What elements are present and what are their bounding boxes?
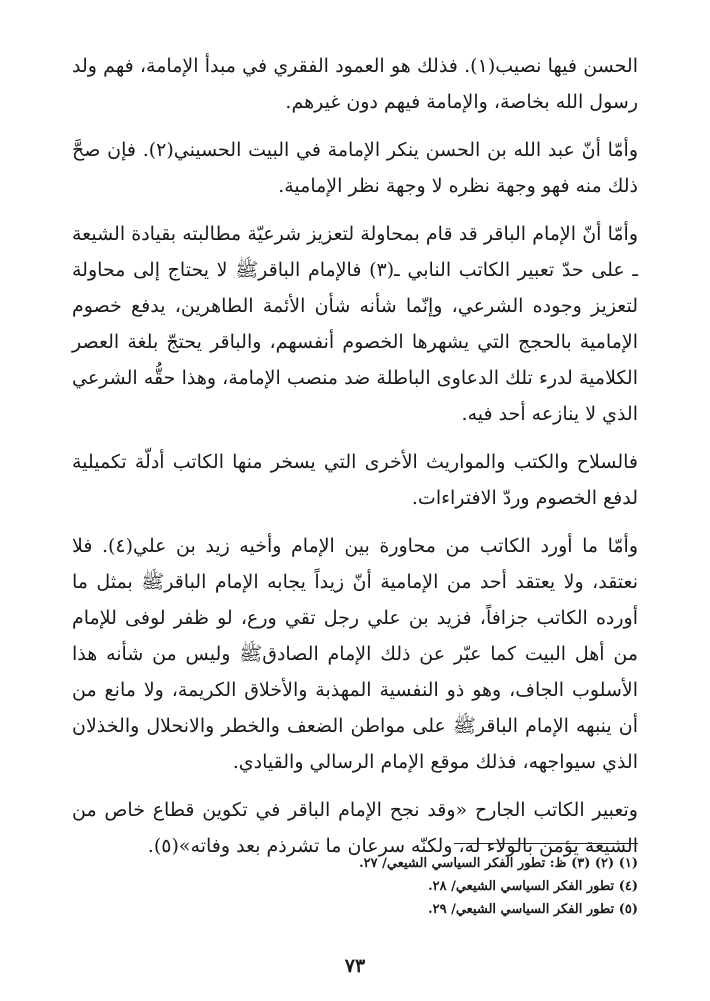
paragraph-1: الحسن فيها نصيب(١). فذلك هو العمود الفقري في مبدأ الإمامة، فهم ولد رسول الله بخاصة، والإمامة فيهم دون غيرهم. xyxy=(72,55,638,113)
paragraph-4: فالسلاح والكتب والمواريث الأخرى التي يسخر منها الكاتب أدلّة تكميلية لدفع الخصوم وردّ الافتراءات. xyxy=(72,451,638,509)
paragraph-2: وأمّا أنّ عبد الله بن الحسن ينكر الإمامة في البيت الحسيني(٢). فإن صحَّ ذلك منه فهو وجهة نظره لا وجهة نظر الإمامية. xyxy=(72,139,638,197)
footnote-3: (٥) تطور الفكر السياسي الشيعي/ ٢٩. xyxy=(428,902,638,917)
footnote-1: (١) (٢) (٣) ظ: تطور الفكر السياسي الشيعي/ ٢٧. xyxy=(359,856,638,871)
paragraph-6: وتعبير الكاتب الجارح «وقد نجح الإمام الباقر في تكوين قطاع خاص من الشيعة يؤمن بالولاء له، ولكنّه سرعان ما تشرذم بعد وفاته»(٥). xyxy=(72,799,638,857)
footnote-divider xyxy=(454,843,638,844)
main-text xyxy=(72,48,638,876)
page-number: ٧٣ xyxy=(344,955,366,977)
paragraph-5: وأمّا ما أورد الكاتب من محاورة بين الإمام وأخيه زيد بن علي(٤). فلا نعتقد، ولا يعتقد أحد من الإمامية أنّ زيداً يجابه الإمام الباقرﷺ بمثل ما أورده الكاتب جزافاً، فزيد بن علي رجل تقي ورع، لو ظفر لوفى للإمام من أهل البيت كما عبّر عن ذلك الإمام الصادقﷺ وليس من شأنه هذا الأسلوب الجاف، وهو ذو النفسية المهذبة والأخلاق الكريمة، ولا مانع من أن ينبهه الإمام الباقرﷺ على مواطن الضعف والخطر والانحلال والخذلان الذي سيواجهه، فذلك موقع الإمام الرسالي والقيادي. xyxy=(72,535,638,773)
footnote-2: (٤) تطور الفكر السياسي الشيعي/ ٢٨. xyxy=(428,879,638,894)
paragraph-3: وأمّا أنّ الإمام الباقر قد قام بمحاولة لتعزيز شرعيّة مطالبته بقيادة الشيعة ـ على حدّ تعبير الكاتب النابي ـ(٣) فالإمام الباقرﷺ لا يحتاج إلى محاولة لتعزيز وجوده الشرعي، وإنّما شأنه شأن الأئمة الطاهرين، يدفع خصوم الإمامية بالحجج التي يشهرها الخصوم أنفسهم، والباقر يحتجّ بلغة العصر الكلامية لدرء تلك الدعاوى الباطلة ضد منصب الإمامة، وهذا حقُّه الشرعي الذي لا ينازعه أحد فيه. xyxy=(72,223,638,425)
footnotes xyxy=(72,852,638,921)
